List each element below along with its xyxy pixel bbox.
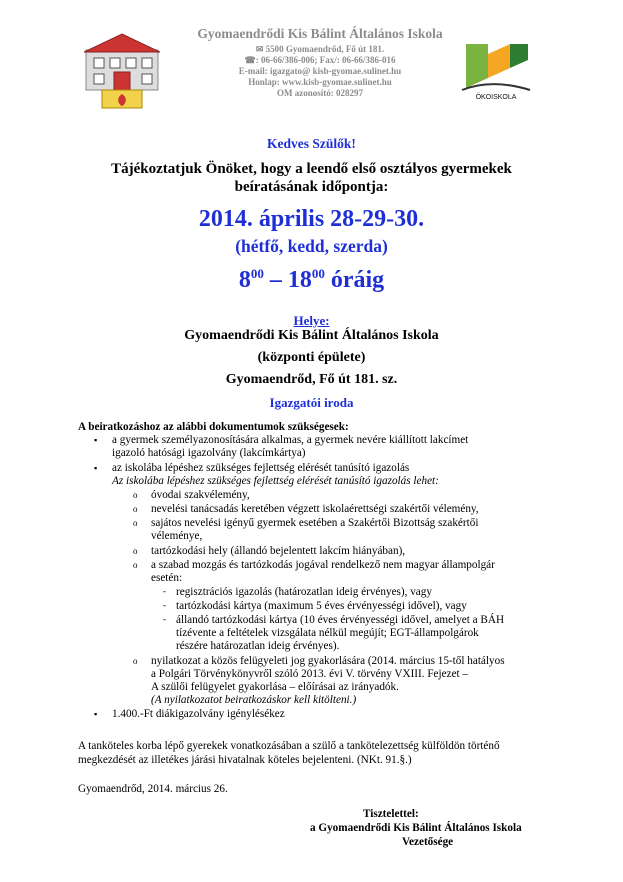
- signature-management: Vezetősége: [402, 836, 454, 848]
- list-item: tízévente a feltételek vizsgálata nélkül megújít; EGT-állampolgárok: [176, 627, 479, 639]
- list-item: sajátos nevelési igényű gyermek esetében a Szakértői Bizottság szakértői: [151, 517, 479, 529]
- enrollment-time: $8^{00} - 18^{00}$ óráig: [238, 266, 385, 293]
- bullet-dash: -: [163, 614, 166, 624]
- notice-text: megkezdését az illetékes járási hivatalnak köteles bejelenteni. (NKt. 91.§.): [78, 754, 412, 766]
- eco-school-label: ÖKOISKOLA: [475, 94, 517, 101]
- place-name: Gyomaendrődi Kis Bálint Általános Iskola: [184, 328, 439, 343]
- bullet-circle: o: [133, 518, 138, 528]
- list-item: állandó tartózkodási kártya (10 éves érvényességi idővel, amelyet a BÁH: [176, 614, 505, 626]
- greeting: Kedves Szülők!: [267, 136, 356, 151]
- list-item: véleménye,: [151, 530, 203, 542]
- place-and-date: Gyomaendrőd, 2014. március 26.: [78, 783, 228, 795]
- bullet-square: ▪: [94, 435, 98, 445]
- phone-icon: ☎: [244, 55, 256, 65]
- header-om-id: OM azonosító: 028297: [277, 88, 363, 98]
- list-item-note: (A nyilatkozatot beiratkozáskor kell kitölteni.): [151, 694, 357, 706]
- enrollment-days: (hétfő, kedd, szerda): [235, 236, 388, 256]
- closing: Tisztelettel:: [363, 808, 419, 820]
- list-item: esetén:: [151, 572, 183, 584]
- bullet-circle: o: [133, 560, 138, 570]
- list-item: 1.400.-Ft diákigazolvány igénylésékez: [112, 708, 285, 720]
- bullet-circle: o: [133, 546, 138, 556]
- list-item: A szülői felügyelet gyakorlása – előírásai az irányadók.: [151, 681, 399, 693]
- list-item: igazoló hatósági igazolvány (lakcímkártya): [112, 447, 306, 459]
- place-label: Helye:: [293, 313, 330, 328]
- header-website: Honlap: www.kisb-gyomae.sulinet.hu: [248, 77, 392, 87]
- list-item: óvodai szakvélemény,: [151, 489, 250, 501]
- notice-text: A tanköteles korba lépő gyerekek vonatkozásában a szülő a tankötelezettség külföldön történő: [78, 740, 500, 752]
- envelope-icon: ✉: [255, 44, 264, 54]
- bullet-square: ▪: [94, 709, 98, 719]
- list-subheading: Az iskolába lépéshez szükséges fejlettség elérését tanúsító igazolás lehet:: [112, 475, 439, 487]
- header-address: ✉ 5500 Gyomaendrőd, Fő út 181.: [255, 44, 385, 54]
- place-address: Gyomaendrőd, Fő út 181. sz.: [225, 372, 398, 387]
- signature-school: a Gyomaendrődi Kis Bálint Általános Iskola: [310, 822, 522, 834]
- bullet-circle: o: [133, 656, 138, 666]
- school-building-logo: [84, 32, 160, 110]
- list-item: nevelési tanácsadás keretében végzett iskolaérettségi szakértői vélemény,: [151, 503, 479, 515]
- bullet-circle: o: [133, 504, 138, 514]
- bullet-dash: -: [163, 586, 166, 596]
- bullet-dash: -: [163, 600, 166, 610]
- documents-heading: A beiratkozáshoz az alábbi dokumentumok szükségesek:: [78, 421, 349, 433]
- list-item: a Polgári Törvénykönyvről szóló 2013. évi V. törvény VXIII. Fejezet –: [151, 668, 469, 680]
- list-item: a szabad mozgás és tartózkodás jogával rendelkező nem magyar állampolgár: [151, 559, 495, 571]
- enrollment-date: 2014. április 28-29-30.: [198, 206, 425, 232]
- header-email: E-mail: igazgato@ kisb-gyomae.sulinet.hu: [238, 66, 402, 76]
- list-item: részére határozatlan ideig érvényes).: [176, 640, 340, 652]
- list-item: nyilatkozat a közös felügyeleti jog gyakorlására (2014. március 15-től hatályos: [151, 655, 505, 667]
- list-item: regisztrációs igazolás (határozatlan ideig érvényes), vagy: [176, 586, 432, 598]
- header-phone: ☎: 06-66/386-006; Fax/: 06-66/386-016: [244, 55, 396, 65]
- place-office: Igazgatói iroda: [269, 395, 354, 410]
- list-item: az iskolába lépéshez szükséges fejlettség elérését tanúsító igazolás: [112, 462, 410, 474]
- list-item: tartózkodási hely (állandó bejelentett lakcím hiányában),: [151, 545, 406, 557]
- list-item: tartózkodási kártya (maximum 5 éves érvényességi idővel), vagy: [176, 600, 467, 612]
- place-building: (központi épülete): [257, 350, 366, 365]
- intro-text: Tájékoztatjuk Önöket, hogy a leendő első osztályos gyermekek beíratásának időpontja:: [111, 161, 512, 195]
- bullet-square: ▪: [94, 463, 98, 473]
- list-item: a gyermek személyazonosítására alkalmas, a gyermek nevére kiállított lakcímet: [112, 434, 469, 446]
- school-name-header: Gyomaendrődi Kis Bálint Általános Iskola: [197, 26, 443, 41]
- bullet-circle: o: [133, 490, 138, 500]
